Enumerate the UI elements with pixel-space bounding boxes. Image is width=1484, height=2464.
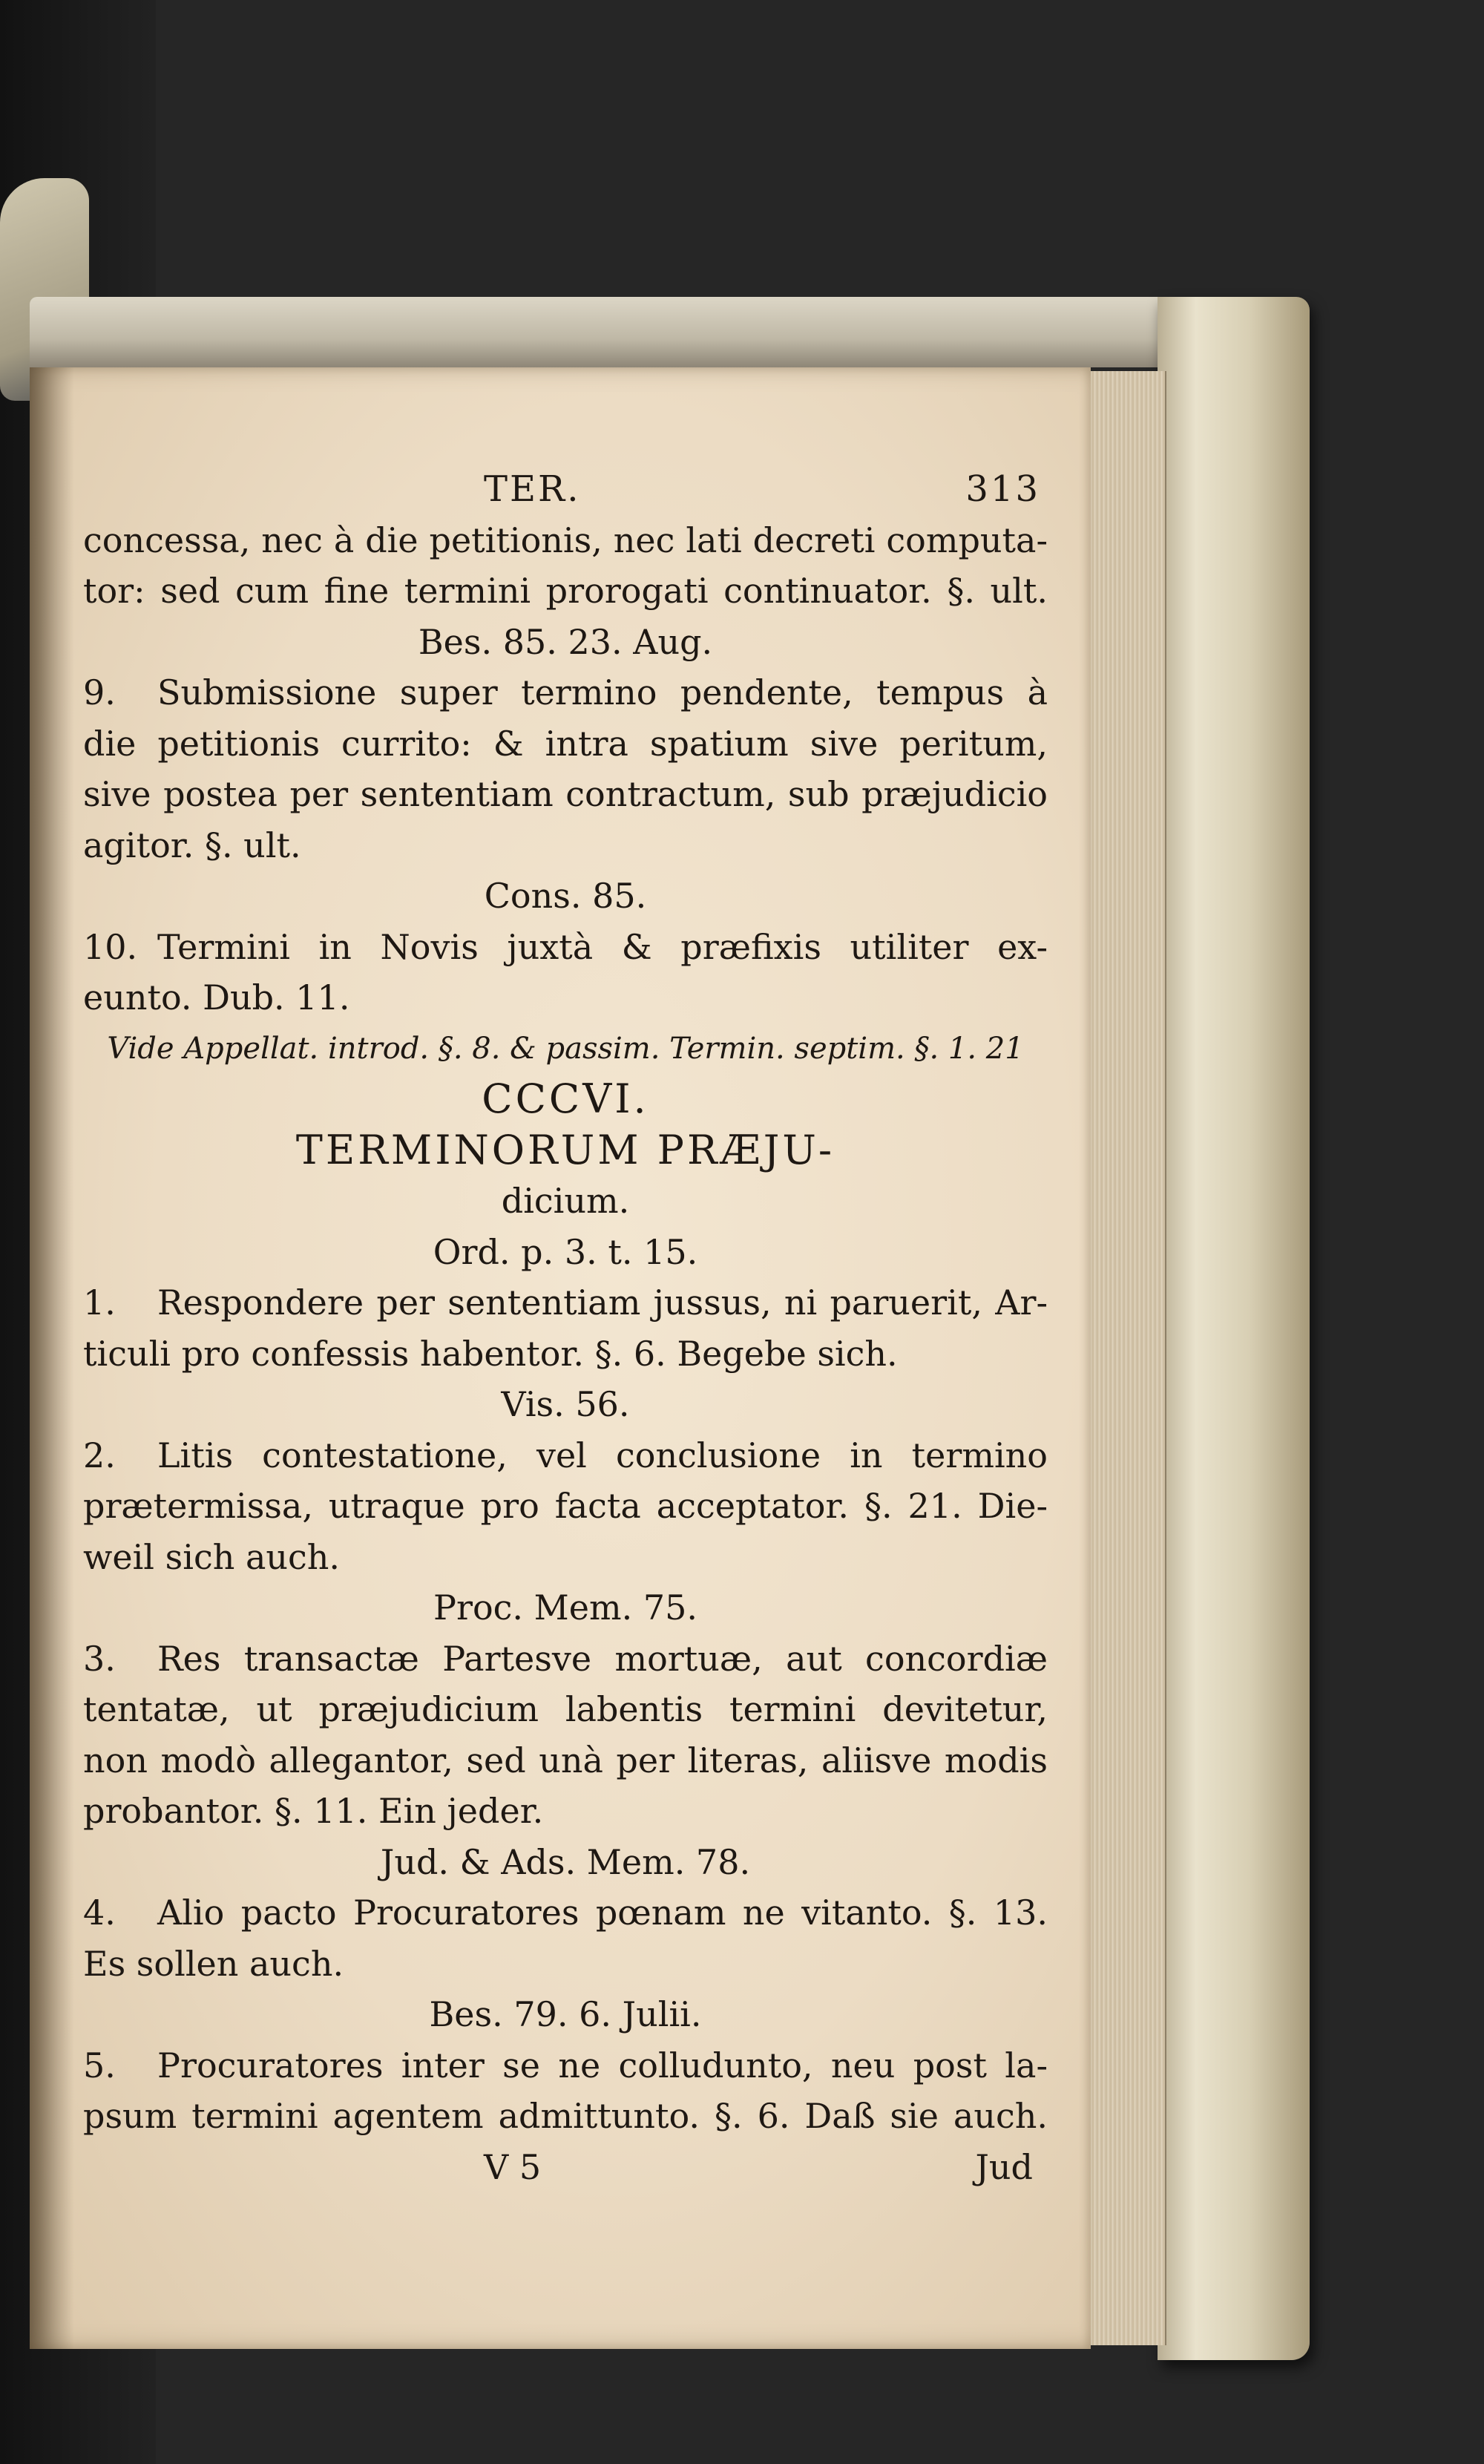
text-line-content: Res transactæ Partesve mortuæ, aut concordiæ [157,1638,1048,1679]
catchword: Jud [975,2146,1033,2187]
paragraph-number: 9. [83,672,116,712]
section-source: Ord. p. 3. t. 15. [433,1231,698,1272]
text-line: weil sich auch. [83,1536,341,1577]
page-number: 313 [965,468,1040,510]
text-line-content: Procuratores inter se ne colludunto, neu post la- [157,2045,1048,2085]
text-line-content: Submissione super termino pendente, tempus à [157,672,1048,712]
text-line-content: Litis contestatione, vel conclusione in termino [157,1435,1048,1475]
text-line [83,1887,1048,1939]
text-line [83,1634,1048,1685]
page-gutter-shadow [30,367,74,2349]
section-numeral: CCCVI. [482,1075,649,1122]
item-number: 5. [83,2045,116,2085]
section-title-continued: dicium. [501,1181,630,1221]
item-number: 2. [83,1435,116,1475]
text-line: non modò allegantor, sed unà per literas, aliisve modis [83,1740,1048,1780]
text-line: probantor. §. 11. Ein jeder. [83,1791,544,1831]
text-line: sive postea per sententiam contractum, sub præjudicio [83,774,1048,814]
text-line-content: Alio pacto Procuratores pœnam ne vitanto. §. 13. [157,1893,1048,1933]
item-number: 1. [83,1282,116,1323]
running-head [83,464,1048,515]
citation: Bes. 79. 6. Julii. [429,1994,702,2034]
citation: Bes. 85. 23. Aug. [418,621,713,662]
item-number: 3. [83,1638,116,1679]
text-line: die petitionis currito: & intra spatium sive peritum, [83,723,1048,764]
text-line [83,922,1048,973]
text-line: agitor. §. ult. [83,825,301,865]
citation: Proc. Mem. 75. [433,1587,697,1628]
text-line [83,2040,1048,2091]
citation: Jud. & Ads. Mem. 78. [380,1841,751,1882]
section-title: TERMINORUM PRÆJU- [295,1126,835,1173]
text-line: eunto. Dub. 11. [83,977,350,1018]
book-top-edge [30,297,1187,367]
text-line: ticuli pro confessis habentor. §. 6. Begebe sich. [83,1333,898,1374]
see-also-reference: Vide Appellat. introd. §. 8. & passim. Termin. septim. §. 1. 21 [107,1031,1024,1066]
signature-mark: V 5 [484,2146,542,2187]
text-line [83,1277,1048,1328]
citation: Vis. 56. [501,1384,630,1424]
book-page [30,367,1091,2349]
text-line [83,667,1048,718]
text-line [83,1430,1048,1481]
page-text [83,464,1048,2192]
text-line: concessa, nec à die petitionis, nec lati decreti computa- [83,520,1048,560]
text-line: psum termini agentem admittunto. §. 6. Daß sie auch. [83,2096,1048,2136]
book-cover-edge [1158,297,1310,2360]
text-line: Es sollen auch. [83,1943,344,1984]
running-head-title: TER. [484,468,581,510]
text-line: tentatæ, ut præjudicium labentis termini devitetur, [83,1689,1048,1729]
text-line: tor: sed cum fine termini prorogati continuator. §. ult. [83,571,1048,611]
paragraph-number: 10. [83,926,138,967]
page-footer [83,2142,1048,2193]
text-line-content: Respondere per sententiam jussus, ni paruerit, Ar- [157,1282,1048,1323]
item-number: 4. [83,1893,116,1933]
text-line: prætermissa, utraque pro facta acceptator. §. 21. Die- [83,1486,1048,1526]
citation: Cons. 85. [484,876,647,916]
text-line-content: Termini in Novis juxtà & præfixis utiliter ex- [157,926,1048,967]
book [0,297,1313,2360]
